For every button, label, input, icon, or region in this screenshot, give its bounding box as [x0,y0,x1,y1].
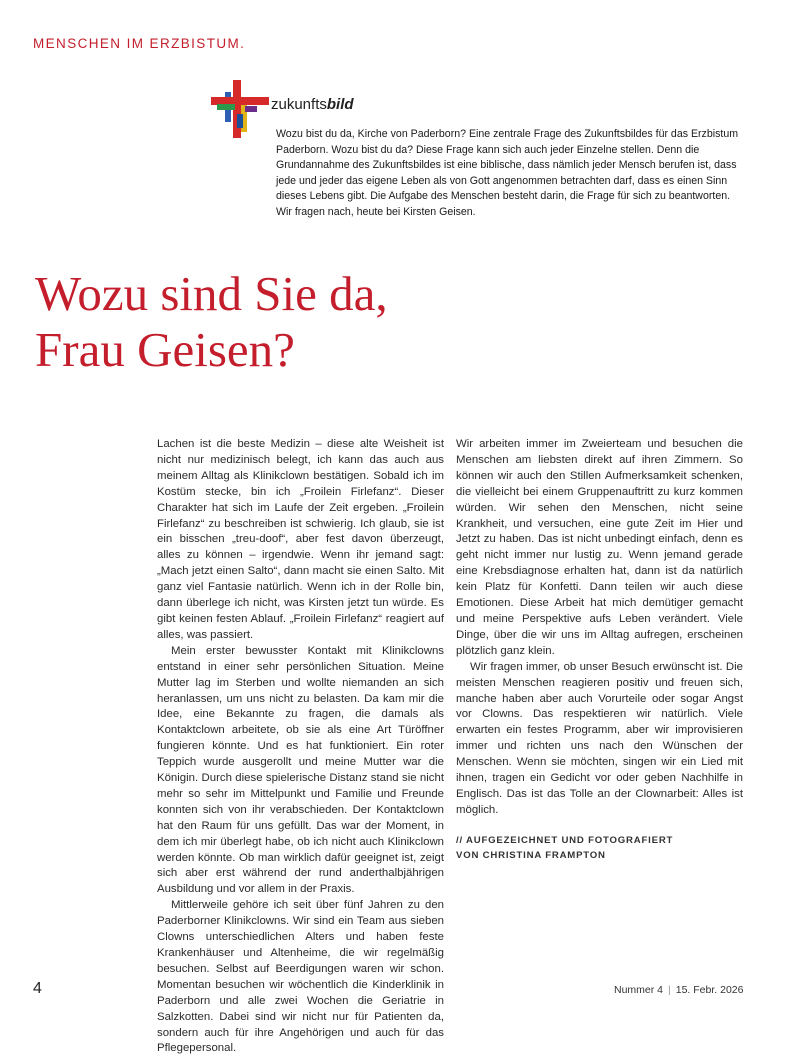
cross-logo-icon [211,80,269,138]
issue-info [614,984,743,996]
page-number: 4 [33,980,42,997]
paragraph-2: Mein erster bewusster Kontakt mit Klinikclowns entstand in einer sehr persönlichen Situation. Meine Mutter lag im Sterben und wollte niemanden an sich heranlassen, um uns nicht zu belasten. Da kam mir die Idee, eine Bekannte zu fragen, die damals als Kontaktclown arbeitete, ob sie als eine Art Türöffner fungieren könnte. Und es hat funktioniert. Ein roter Teppich wurde ausgerollt und meine Mutter war die Königin. Durch diese spielerische Distanz stand sie nicht mehr so sehr im Mittelpunkt und Familie und Freunde konnten sich von ihr verabschieden. Der Kontaktclown hat den Raum für uns gefüllt. Das war der Moment, in dem ich mir überlegt habe, ob ich nicht auch Klinikclown werden könnte. Ob man wirklich dafür geeignet ist, zeigt sich aber erst während der rund anderthalbjährigen Ausbildung und vor allem in der Praxis. [157,644,444,896]
headline-line-1: Wozu sind Sie da, [35,266,388,321]
section-label: MENSCHEN IM ERZBISTUM. [33,36,246,51]
brand-light: zukunfts [271,96,327,113]
paragraph-4: Wir arbeiten immer im Zweierteam und besuchen die Menschen am liebsten direkt auf ihren Zimmern. So können wir auch den Stillen Aufmerksamkeit schenken, die vielleicht bei einem Gruppenauftritt zu kurz kommen würden. Wir sehen den Menschen, nicht seine Krankheit, und versuchen, eine gute Zeit im Hier und Jetzt zu haben. Das ist nicht unbedingt einfach, denn es geht nicht immer nur lustig zu. Wenn jemand gerade eine Krebsdiagnose erhalten hat, dann ist da natürlich kein Platz für Konfetti. Dann teilen wir auch diese Emotionen. Diese Arbeit hat mich demütiger gemacht und meine Perspektive aufs Leben verändert. Viele Dinge, über die wir uns im Alltag aufregen, erscheinen plötzlich ganz klein. [456,438,743,657]
footer-separator: | [668,984,671,996]
headline [35,266,735,378]
author-credit [456,833,743,863]
brand-wordmark [271,96,354,113]
issue-date: 15. Febr. 2026 [675,984,744,996]
article-column-right [456,437,743,863]
credit-line-2: VON CHRISTINA FRAMPTON [456,849,606,861]
paragraph-5: Wir fragen immer, ob unser Besuch erwünscht ist. Die meisten Menschen reagieren positiv und freuen sich, manche haben aber auch Vorurteile oder sogar Angst vor Clowns. Das respektieren wir natürlich. Viele erwarten ein festes Programm, aber wir improvisieren immer und richten uns nach den Wünschen der Menschen. Wenn sie möchten, singen wir ein Lied mit ihnen, tragen ein Gedicht vor oder geben Nachhilfe in Englisch. Das ist das Tolle an der Clownarbeit: Alles ist möglich. [456,660,743,816]
headline-line-2: Frau Geisen? [35,322,295,377]
paragraph-3: Mittlerweile gehöre ich seit über fünf Jahren zu den Paderborner Klinikclowns. Wir sind ein Team aus sieben Clowns unterschiedlichen Alters und haben feste Krankenhäuser und Altenheime, die wir regelmäßig besuchen. Selbst auf Beerdigungen waren wir schon. Momentan besuchen wir wöchentlich die Kinderklinik in Paderborn und alle zwei Wochen die Geriatrie in Salzkotten. Dabei sind wir nicht nur für Patienten da, sondern auch für ihre Angehörigen und auch für das Pflegepersonal. [157,899,444,1055]
brand-bold: bild [326,96,354,113]
credit-line-1: // AUFGEZEICHNET UND FOTOGRAFIERT [456,834,674,846]
article-column-left [157,437,444,1057]
issue-number: Nummer 4 [614,984,664,996]
intro-text: Wozu bist du da, Kirche von Paderborn? Eine zentrale Frage des Zukunftsbildes für das Erzbistum Paderborn. Wozu bist du da? Diese Frage kann sich auch jeder Einzelne stellen. Denn die Grundannahme des Zukunftsbildes ist eine biblische, dass nämlich jeder Mensch berufen ist, dass jede und jeder das eigene Leben als von Gott angenommen betrachten darf, dass es einen Sinn dieses Lebens gibt. Die Aufgabe des Menschen besteht darin, die Frage für sich zu beantworten. Wir fragen nach, heute bei Kirsten Geisen. [276,128,739,218]
paragraph-1: Lachen ist die beste Medizin – diese alte Weisheit ist nicht nur medizinisch belegt, ich kann das auch aus meinem Alltag als Klinikclown bestätigen. Sobald ich im Kostüm stecke, bin ich „Froilein Firlefanz“. Dieser Charakter hat sich im Laufe der Zeit ergeben. „Froilein Firlefanz“ zu beschreiben ist schwierig. Ich glaub, sie ist ein bisschen „treu-doof“, aber fest davon überzeugt, alles zu können – irgendwie. Wenn ihr jemand sagt: „Mach jetzt einen Salto“, dann macht sie einen Salto. Mit ganz viel Fantasie natürlich. Wenn ich in der Rolle bin, dann überlege ich nicht, was Kirsten jetzt tun würde. Es gibt keinen festen Ablauf. „Froilein Firlefanz“ reagiert auf alles, was passiert. [157,438,444,641]
